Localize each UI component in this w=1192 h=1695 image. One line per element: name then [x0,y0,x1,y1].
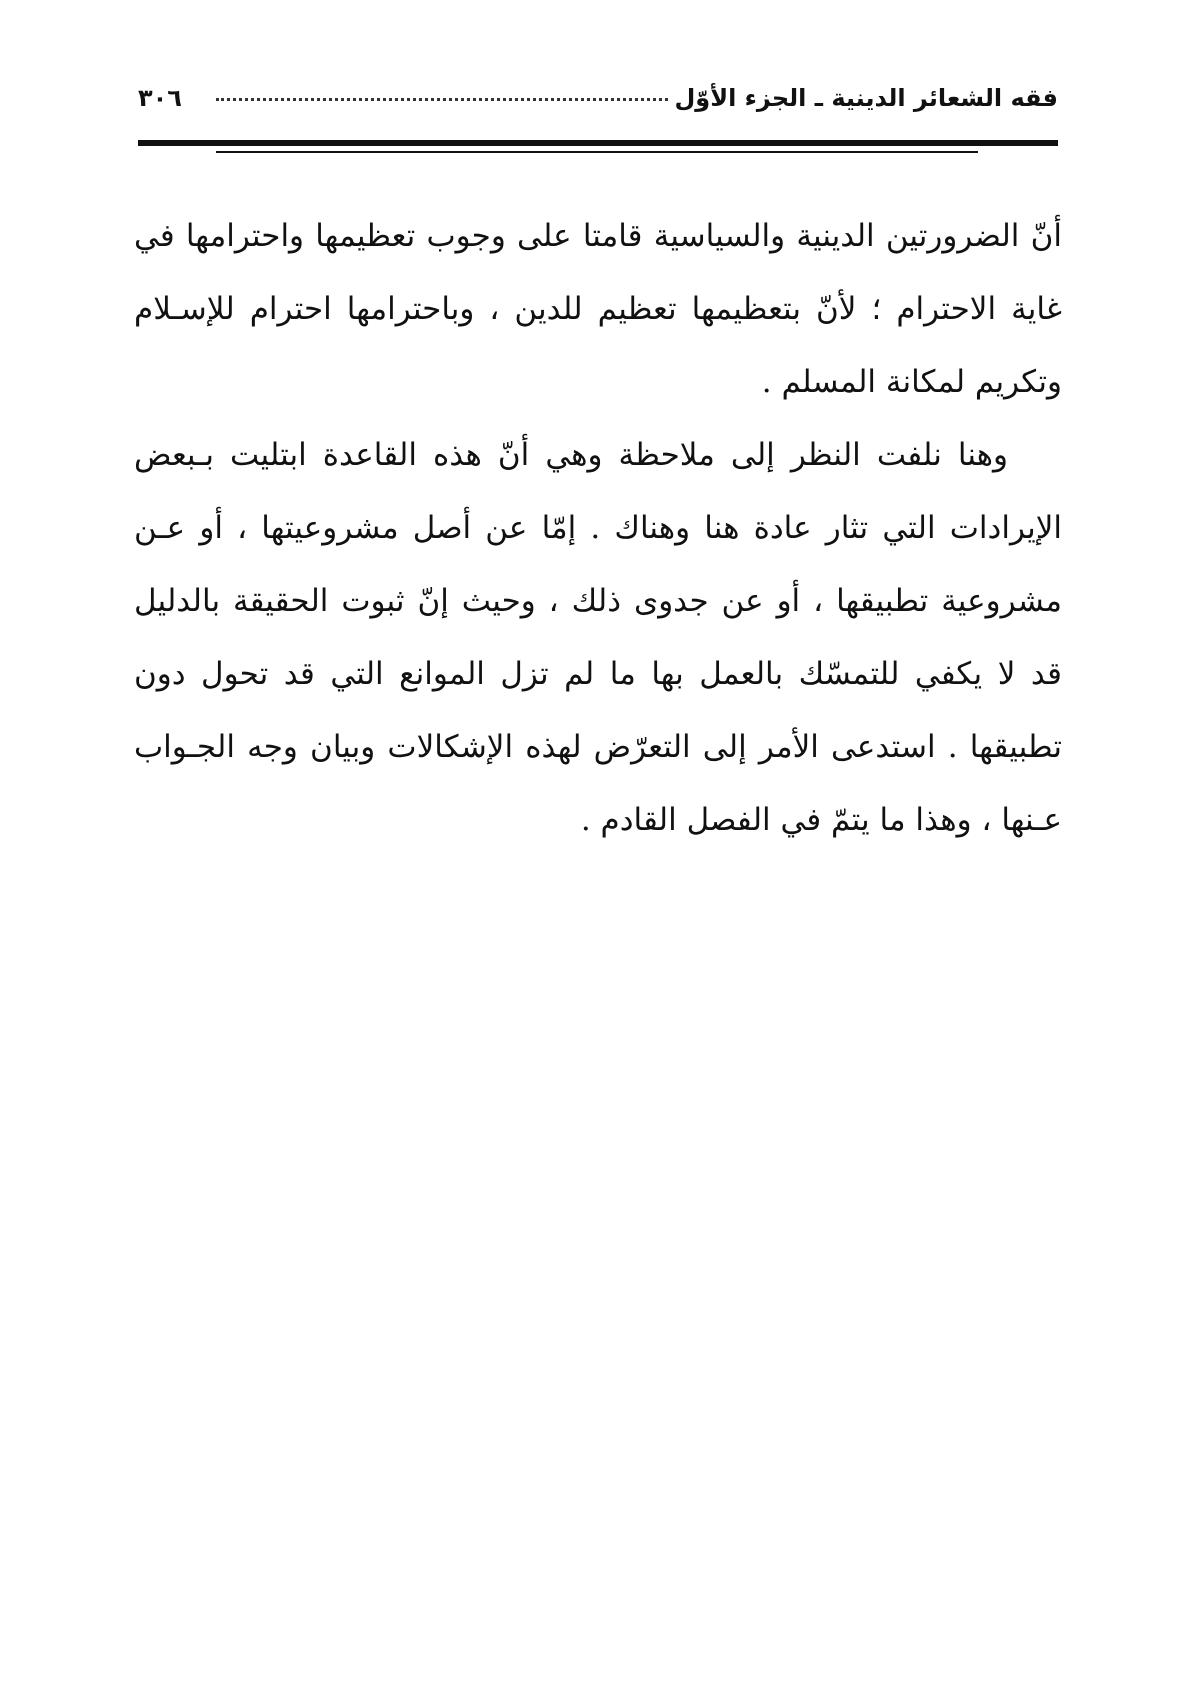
page-number: ٣٠٦ [138,84,182,112]
paragraph: وهنا نلفت النظر إلى ملاحظة وهي أنّ هذه القاعدة ابتليت بـبعض الإيرادات التي تثار عادة هنا وهناك . إمّا عن أصل مشروعيتها ، أو عـن مشروعية تطبيقها ، أو عن جدوى ذلك ، وحيث إنّ ثبوت الحقيقة بالدليل قد لا يكفي للتمسّك بالعمل بها ما لم تزل الموانع التي قد تحول دون تطبيقها . استدعى الأمر إلى التعرّض لهذه الإشكالات وبيان وجه الجـواب عـنها ، وهذا ما يتمّ في الفصل القادم . [134,437,1062,838]
header-rule-thick [138,140,1058,146]
header-rule-thin [216,151,978,153]
page-body [134,200,1062,857]
header-dot-leader [216,98,668,101]
paragraph-continuation: أنّ الضرورتين الدينية والسياسية قامتا على وجوب تعظيمها واحترامها في غاية الاحترام ؛ لأنّ بتعظيمها تعظيم للدين ، وباحترامها احترام للإسـلام وتكريم لمكانة المسلم . [134,218,1062,400]
running-header [138,80,1058,130]
book-title: فقه الشعائر الدينية ـ الجزء الأوّل [674,84,1058,112]
